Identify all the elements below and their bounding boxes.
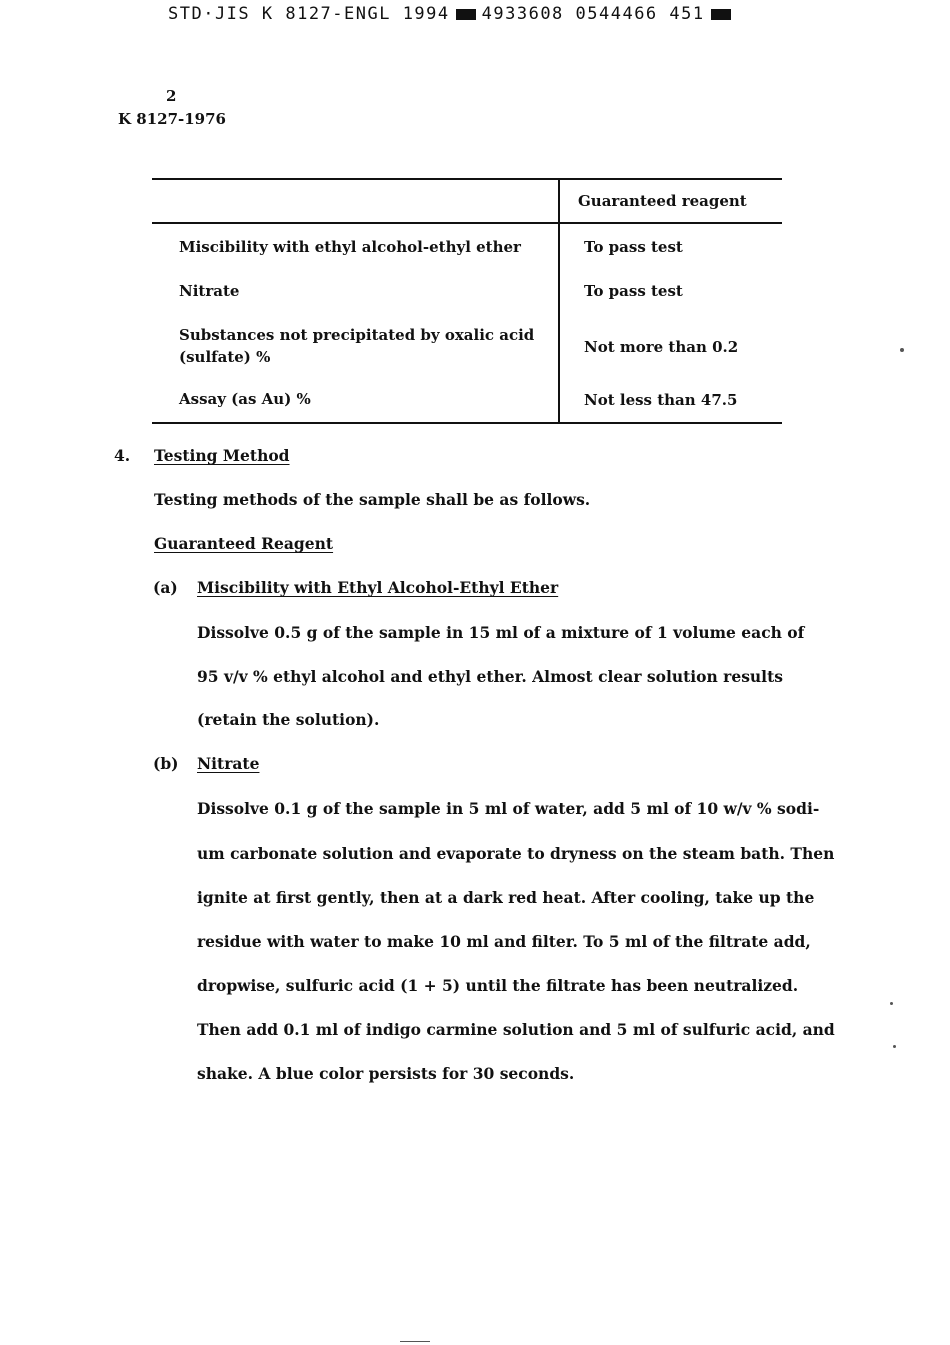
paragraph-line: Then add 0.1 ml of indigo carmine solution and 5 ml of sulfuric acid, and [197,1020,835,1039]
table-row [152,378,782,422]
section-intro: Testing methods of the sample shall be as follows. [154,490,591,509]
paragraph-line: ignite at first gently, then at a dark red heat. After cooling, take up the [197,888,815,907]
page-number: 2 [166,87,177,105]
table-cell-value: Not less than 47.5 [584,391,738,409]
table-cell-item: Assay (as Au) % [179,390,311,408]
table-header-row [152,180,782,224]
table-row [152,268,782,312]
scan-speck [890,1002,893,1005]
stamp-code: 4933608 0544466 451 [481,4,705,24]
paragraph-line: dropwise, sulfuric acid (1 + 5) until the filtrate has been neutralized. [197,976,799,995]
stamp-id: STD·JIS K 8127-ENGL 1994 [168,4,450,24]
section-title: Testing Method [154,446,290,465]
redaction-block [711,9,731,20]
section-number: 4. [114,446,131,465]
table-column-header: Guaranteed reagent [578,192,747,210]
paragraph-line: Dissolve 0.5 g of the sample in 15 ml of a mixture of 1 volume each of [197,623,805,642]
item-label: (a) [153,578,178,597]
table-cell-item: Miscibility with ethyl alcohol-ethyl ether [179,238,521,256]
paragraph-line: (retain the solution). [197,710,380,729]
item-title: Nitrate [197,754,260,773]
standard-id: K 8127-1976 [118,110,226,128]
item-title: Miscibility with Ethyl Alcohol-Ethyl Ether [197,578,559,597]
subheading: Guaranteed Reagent [154,534,334,553]
document-stamp-header [168,4,737,24]
table-cell-value: To pass test [584,282,683,300]
paragraph-line: um carbonate solution and evaporate to dryness on the steam bath. Then [197,844,835,863]
scan-speck [400,1341,430,1342]
scan-speck [900,348,904,352]
redaction-block [456,9,476,20]
paragraph-line: residue with water to make 10 ml and filter. To 5 ml of the filtrate add, [197,932,811,951]
table-row [152,312,782,378]
table-cell-item: Substances not precipitated by oxalic acid (sulfate) % [179,326,535,366]
paragraph-line: shake. A blue color persists for 30 seconds. [197,1064,575,1083]
paragraph-line: 95 v/v % ethyl alcohol and ethyl ether. Almost clear solution results [197,667,783,686]
paragraph-line: Dissolve 0.1 g of the sample in 5 ml of water, add 5 ml of 10 w/v % sodi- [197,799,820,818]
table-cell-value: Not more than 0.2 [584,338,739,356]
scan-speck [893,1045,896,1048]
table-row [152,224,782,268]
table-cell-item: Nitrate [179,282,240,300]
table-cell-value: To pass test [584,238,683,256]
item-label: (b) [153,754,179,773]
specification-table [152,178,782,424]
